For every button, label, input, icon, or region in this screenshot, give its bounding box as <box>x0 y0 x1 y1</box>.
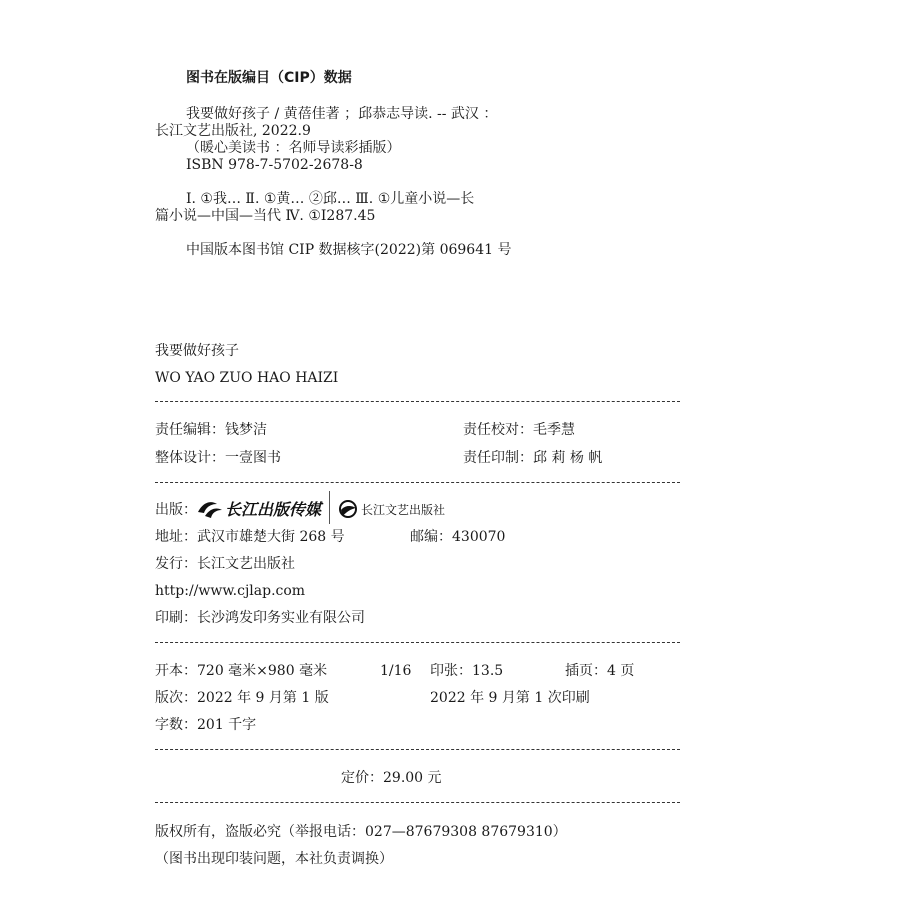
credit-design: 整体设计：一壹图书 <box>155 450 281 466</box>
publisher-printer: 印刷：长沙鸿发印务实业有限公司 <box>155 610 365 626</box>
publisher-label: 出版： <box>155 502 197 518</box>
binding-defect-notice: （图书出现印装问题，本社负责调换） <box>155 851 393 867</box>
divider-rule <box>155 749 680 750</box>
copyright-notice: 版权所有，盗版必究（举报电话：027—87679308 87679310） <box>155 824 567 840</box>
cip-line-series: （暖心美读书 ：名师导读彩插版） <box>186 140 401 156</box>
credit-proofreader: 责任校对：毛季慧 <box>463 422 575 438</box>
spec-sheets: 印张：13.5 <box>430 663 504 679</box>
divider-rule <box>155 401 680 402</box>
changjiang-media-logo <box>195 496 325 522</box>
spec-folio: 1/16 <box>380 663 412 679</box>
cip-classification-line1: Ⅰ. ①我… Ⅱ. ①黄… ②邱… Ⅲ. ①儿童小说—长 <box>186 191 475 207</box>
divider-rule <box>155 642 680 643</box>
credit-editor: 责任编辑：钱梦洁 <box>155 422 267 438</box>
cip-classification-line2: 篇小说—中国—当代 Ⅳ. ①I287.45 <box>155 208 376 224</box>
changjiang-literature-logo <box>337 497 477 521</box>
price: 定价：29.00 元 <box>341 770 442 786</box>
cip-line-title-author: 我要做好孩子 / 黄蓓佳著 ；邱恭志导读. -- 武汉 ： <box>186 106 498 122</box>
divider-rule <box>155 802 680 803</box>
cip-verification: 中国版本图书馆 CIP 数据核字(2022)第 069641 号 <box>186 242 512 258</box>
book-title-chinese: 我要做好孩子 <box>155 343 239 359</box>
cip-isbn: ISBN 978-7-5702-2678-8 <box>186 157 363 173</box>
divider-rule <box>155 482 680 483</box>
svg-text:长江文艺出版社: 长江文艺出版社 <box>361 503 446 517</box>
cip-heading: 图书在版编目（CIP）数据 <box>186 70 352 86</box>
spec-wordcount: 字数：201 千字 <box>155 717 257 733</box>
spec-plates: 插页：4 页 <box>565 663 635 679</box>
spec-printing: 2022 年 9 月第 1 次印刷 <box>430 690 590 706</box>
cip-line-publisher: 长江文艺出版社, 2022.9 <box>155 123 311 139</box>
publisher-website-link[interactable]: http://www.cjlap.com <box>155 583 306 599</box>
publisher-address: 地址：武汉市雄楚大街 268 号 <box>155 529 345 545</box>
book-title-pinyin: WO YAO ZUO HAO HAIZI <box>155 370 339 386</box>
spec-edition: 版次：2022 年 9 月第 1 版 <box>155 690 329 706</box>
svg-text:长江出版传媒: 长江出版传媒 <box>225 500 322 519</box>
logo-separator <box>329 491 330 524</box>
credit-print-supervisor: 责任印制：邱 莉 杨 帆 <box>463 450 603 466</box>
publisher-distribution: 发行：长江文艺出版社 <box>155 556 295 572</box>
publisher-postcode: 邮编：430070 <box>410 529 506 545</box>
spec-format: 开本：720 毫米×980 毫米 <box>155 663 328 679</box>
